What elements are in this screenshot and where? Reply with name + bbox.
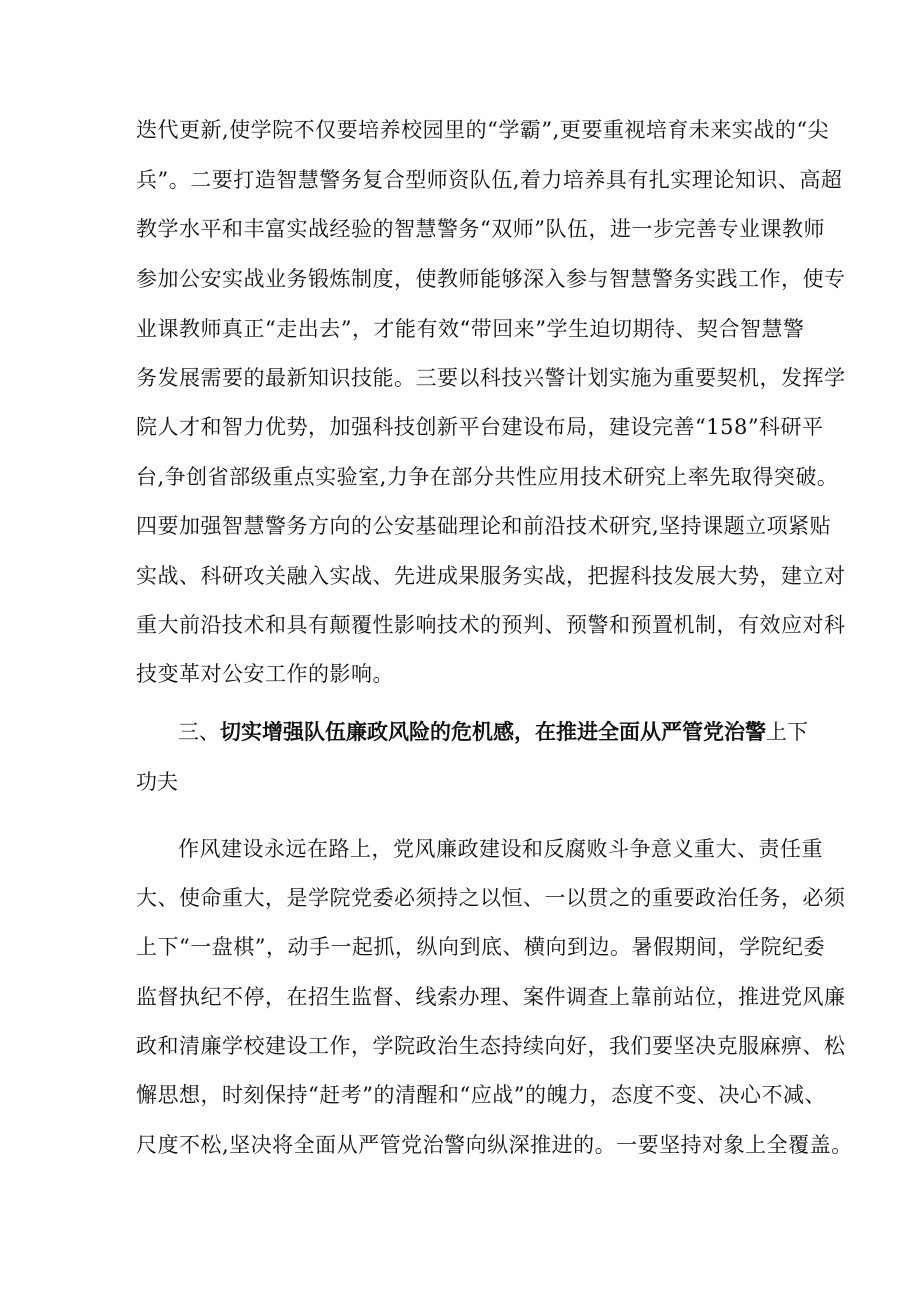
paragraph-line: 教学水平和丰富实战经验的智慧警务“双师”队伍，进一步完善专业课教师	[136, 217, 825, 241]
paragraph-line: 务发展需要的最新知识技能。三要以科技兴警计划实施为重要契机，发挥学	[136, 366, 846, 390]
paragraph-line: 实战、科研攻关融入实战、先进成果服务实战，把握科技发展大势，建立对	[136, 564, 846, 588]
paragraph-line: 上下“一盘棋”，动手一起抓，纵向到底、横向到边。暑假期间，学院纪委	[136, 935, 825, 959]
paragraph-line: 技变革对公安工作的影响。	[136, 662, 394, 686]
section-heading-line-1	[136, 717, 808, 747]
paragraph-line: 兵”。二要打造智慧警务复合型师资队伍,着力培养具有扎实理论知识、高超	[136, 168, 843, 192]
paragraph-line: 大、使命重大，是学院党委必须持之以恒、一以贯之的重要政治任务，必须	[136, 886, 846, 910]
paragraph-line: 业课教师真正“走出去”，才能有效“带回来”学生迫切期待、契合智慧警	[136, 317, 805, 341]
paragraph-line: 参加公安实战业务锻炼制度，使教师能够深入参与智慧警务实践工作，使专	[136, 267, 846, 291]
paragraph-line: 作风建设永远在路上，党风廉政建设和反腐败斗争意义重大、责任重	[178, 837, 823, 861]
paragraph-line: 政和清廉学校建设工作，学院政治生态持续向好，我们要坚决克服麻痹、松	[136, 1034, 846, 1058]
section-heading-line-2: 功夫	[136, 770, 178, 794]
paragraph-line: 院人才和智力优势，加强科技创新平台建设布局，建设完善“158”科研平	[136, 415, 824, 439]
paragraph-line: 尺度不松,坚决将全面从严管党治警向纵深推进的。一要坚持对象上全覆盖。	[136, 1133, 853, 1157]
paragraph-line: 监督执纪不停，在招生监督、线索办理、案件调查上靠前站位，推进党风廉	[136, 985, 846, 1009]
section-heading-number: 三、	[178, 720, 220, 744]
paragraph-line: 懈思想，时刻保持“赶考”的清醒和“应战”的魄力，态度不变、决心不减、	[136, 1083, 826, 1107]
section-heading-bold-text: 切实增强队伍廉政风险的危机感，在推进全面从严管党治警	[220, 719, 766, 744]
section-heading-tail: 上下	[766, 720, 808, 744]
paragraph-line: 台,争创省部级重点实验室,力争在部分共性应用技术研究上率先取得突破。	[136, 465, 839, 489]
paragraph-line: 迭代更新,使学院不仅要培养校园里的“学霸”,更要重视培育未来实战的“尖	[136, 118, 830, 142]
paragraph-line: 四要加强智慧警务方向的公安基础理论和前沿技术研究,坚持课题立项紧贴	[136, 514, 832, 538]
paragraph-line: 重大前沿技术和具有颠覆性影响技术的预判、预警和预置机制，有效应对科	[136, 613, 846, 637]
